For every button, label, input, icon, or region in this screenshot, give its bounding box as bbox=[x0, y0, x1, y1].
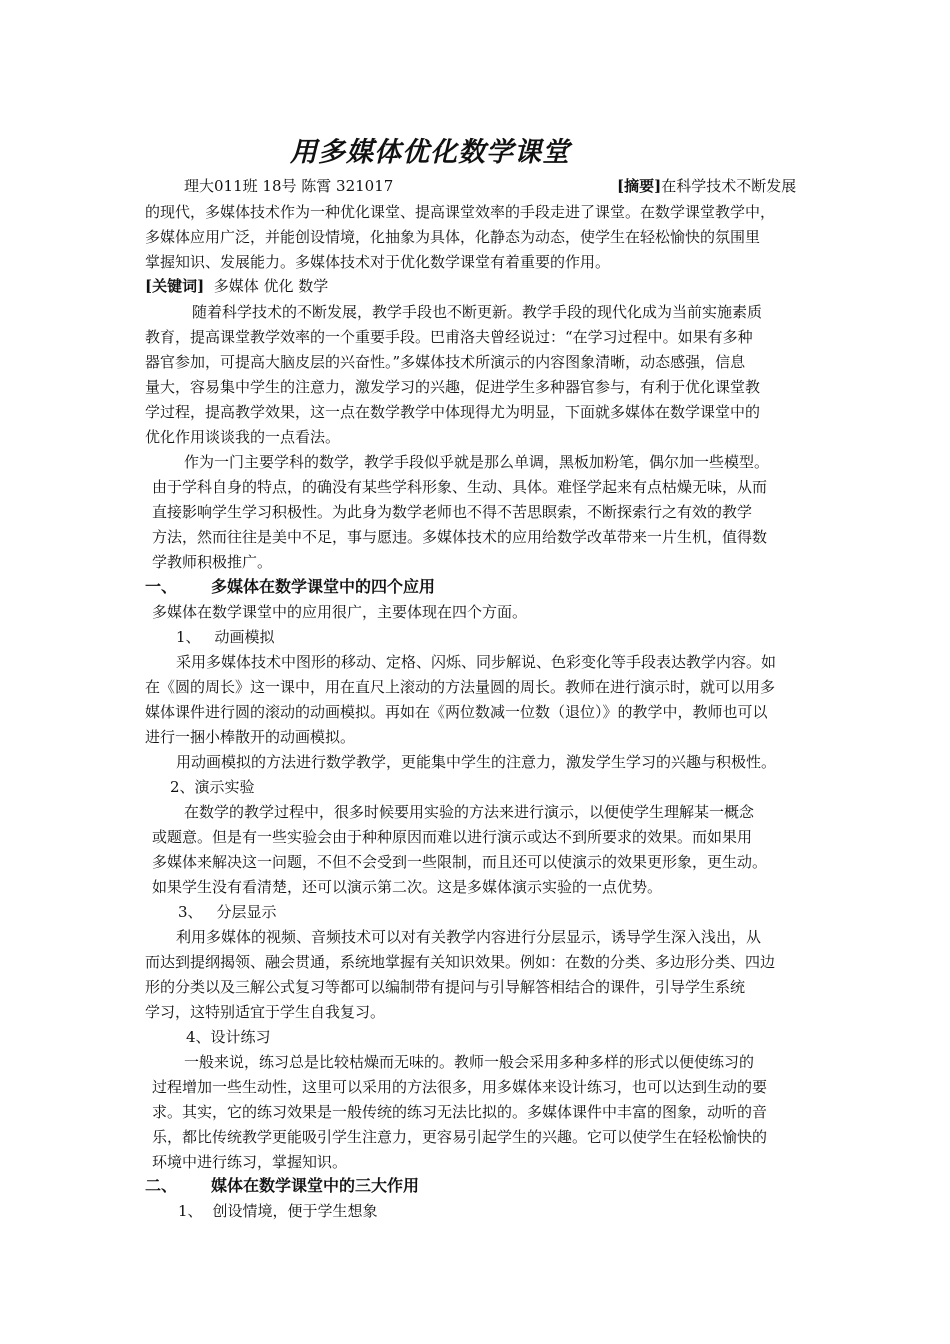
abstract-line: 多媒体应用广泛，并能创设情境，化抽象为具体，化静态为动态，使学生在轻松愉快的氛围里 bbox=[145, 228, 761, 246]
paragraph-line: 在《圆的周长》这一课中，用在直尺上滚动的方法量圆的周长。教师在进行演示时，就可以用多 bbox=[145, 678, 776, 696]
section-number: 一、 bbox=[145, 577, 178, 596]
section-title: 媒体在数学课堂中的三大作用 bbox=[211, 1176, 420, 1195]
subheading-1-2: 2、演示实验 bbox=[170, 778, 255, 796]
author-line: 理大011班 18号 陈霄 321017 bbox=[184, 177, 394, 195]
paragraph-line: 学习，这特别适宜于学生自我复习。 bbox=[145, 1003, 386, 1021]
paragraph-line: 形的分类以及三解公式复习等都可以编制带有提问与引导解答相结合的课件，引导学生系统 bbox=[145, 978, 746, 996]
paragraph-line: 在数学的教学过程中，很多时候要用实验的方法来进行演示，以便使学生理解某一概念 bbox=[184, 803, 755, 821]
paragraph-line: 随着科学技术的不断发展，教学手段也不断更新。教学手段的现代化成为当前实施素质 bbox=[192, 303, 763, 321]
abstract-first-line bbox=[617, 174, 796, 198]
subheading-number: 1、 bbox=[178, 1202, 203, 1220]
section-title: 多媒体在数学课堂中的四个应用 bbox=[211, 577, 436, 596]
section-heading-2 bbox=[145, 1174, 419, 1198]
paragraph-line: 由于学科自身的特点，的确没有某些学科形象、生动、具体。难怪学起来有点枯燥无味，从而 bbox=[152, 478, 768, 496]
keywords-line bbox=[145, 274, 328, 298]
paragraph-line: 优化作用谈谈我的一点看法。 bbox=[145, 428, 341, 446]
paragraph-line: 进行一捆小棒散开的动画模拟。 bbox=[145, 728, 356, 746]
paragraph-line: 过程增加一些生动性，这里可以采用的方法很多，用多媒体来设计练习，也可以达到生动的要 bbox=[152, 1078, 768, 1096]
paragraph-line: 采用多媒体技术中图形的移动、定格、闪烁、同步解说、色彩变化等手段表达教学内容。如 bbox=[176, 653, 777, 671]
paragraph-line: 量大，容易集中学生的注意力，激发学习的兴趣，促进学生多种器官参与，有利于优化课堂教 bbox=[145, 378, 761, 396]
paragraph-line: 作为一门主要学科的数学，教学手段似乎就是那么单调，黑板加粉笔，偶尔加一些模型。 bbox=[184, 453, 770, 471]
paragraph-line: 或题意。但是有一些实验会由于种种原因而难以进行演示或达不到所要求的效果。而如果用 bbox=[152, 828, 753, 846]
document-title: 用多媒体优化数学课堂 bbox=[290, 137, 570, 168]
subheading-1-1 bbox=[176, 625, 275, 649]
paragraph-line: 而达到提纲揭领、融会贯通，系统地掌握有关知识效果。例如：在数的分类、多边形分类、四边 bbox=[145, 953, 776, 971]
subheading-title: 分层显示 bbox=[216, 903, 277, 921]
paragraph-line: 教育，提高课堂教学效率的一个重要手段。巴甫洛夫曾经说过：“在学习过程中。如果有多种 bbox=[145, 328, 753, 346]
paragraph-line: 器官参加，可提高大脑皮层的兴奋性。”多媒体技术所演示的内容图象清晰，动态感强，信息 bbox=[145, 353, 746, 371]
paragraph-line: 利用多媒体的视频、音频技术可以对有关教学内容进行分层显示，诱导学生深入浅出，从 bbox=[176, 928, 762, 946]
paragraph-line: 学过程，提高教学效果，这一点在数学教学中体现得尤为明显，下面就多媒体在数学课堂中的 bbox=[145, 403, 761, 421]
section-number: 二、 bbox=[145, 1176, 178, 1195]
paragraph-line: 学教师积极推广。 bbox=[152, 553, 273, 571]
subheading-1-4: 4、设计练习 bbox=[186, 1028, 271, 1046]
subheading-1-3 bbox=[178, 900, 277, 924]
paragraph-line: 乐，都比传统教学更能吸引学生注意力，更容易引起学生的兴趣。它可以使学生在轻松愉快的 bbox=[152, 1128, 768, 1146]
abstract-label: [摘要] bbox=[617, 177, 662, 195]
abstract-line: 掌握知识、发展能力。多媒体技术对于优化数学课堂有着重要的作用。 bbox=[145, 253, 611, 271]
keywords-text: 多媒体 优化 数学 bbox=[213, 277, 329, 295]
paragraph-line: 如果学生没有看清楚，还可以演示第二次。这是多媒体演示实验的一点优势。 bbox=[152, 878, 663, 896]
paragraph-line: 环境中进行练习，掌握知识。 bbox=[152, 1153, 348, 1171]
paragraph-line: 多媒体来解决这一问题，不但不会受到一些限制，而且还可以使演示的效果更形象，更生动。 bbox=[152, 853, 768, 871]
paragraph-line: 媒体课件进行圆的滚动的动画模拟。再如在《两位数减一位数（退位）》的教学中，教师也可以 bbox=[145, 703, 768, 721]
subheading-2-1 bbox=[178, 1199, 378, 1223]
subheading-number: 3、 bbox=[178, 903, 203, 921]
paragraph-line: 求。其实，它的练习效果是一般传统的练习无法比拟的。多媒体课件中丰富的图象，动听的音 bbox=[152, 1103, 768, 1121]
paragraph-line: 直接影响学生学习积极性。为此身为数学老师也不得不苦思瞑索，不断探索行之有效的教学 bbox=[152, 503, 753, 521]
subheading-number: 1、 bbox=[176, 628, 201, 646]
subheading-title: 创设情境，便于学生想象 bbox=[212, 1202, 378, 1220]
paragraph-line: 一般来说，练习总是比较枯燥而无味的。教师一般会采用多种多样的形式以便使练习的 bbox=[184, 1053, 755, 1071]
abstract-text: 在科学技术不断发展 bbox=[661, 177, 797, 195]
section-heading-1 bbox=[145, 575, 435, 599]
subheading-title: 动画模拟 bbox=[214, 628, 275, 646]
abstract-line: 的现代，多媒体技术作为一种优化课堂、提高课堂效率的手段走进了课堂。在数学课堂教学中， bbox=[145, 203, 776, 221]
paragraph-line: 多媒体在数学课堂中的应用很广，主要体现在四个方面。 bbox=[152, 603, 528, 621]
paragraph-line: 用动画模拟的方法进行数学教学，更能集中学生的注意力，激发学生学习的兴趣与积极性。 bbox=[176, 753, 777, 771]
keywords-label: [关键词] bbox=[145, 277, 205, 295]
paragraph-line: 方法，然而往往是美中不足，事与愿违。多媒体技术的应用给数学改革带来一片生机，值得数 bbox=[152, 528, 768, 546]
